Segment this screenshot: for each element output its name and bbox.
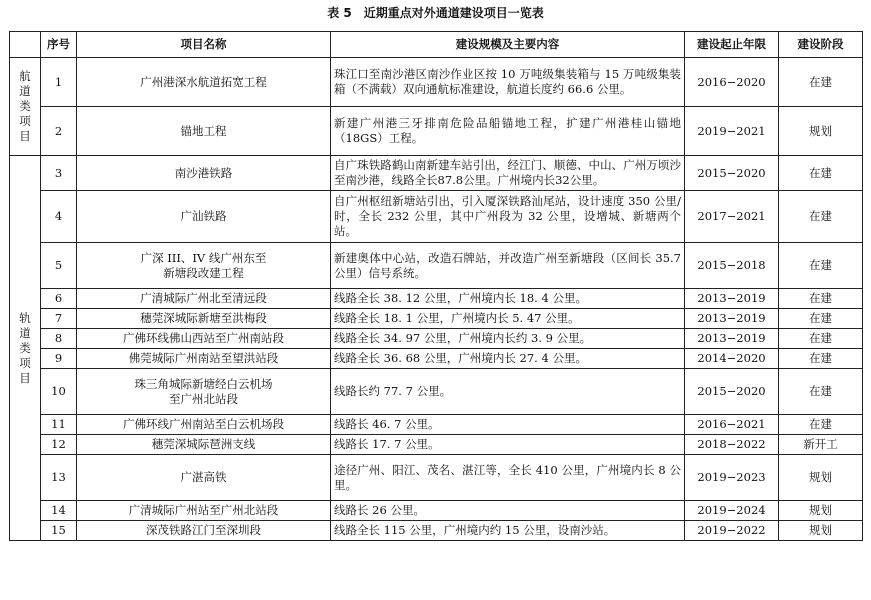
cell-stage: 在建	[779, 309, 863, 329]
cell-stage: 在建	[779, 243, 863, 289]
cell-stage: 在建	[779, 415, 863, 435]
category-char: 目	[19, 129, 31, 143]
cell-name: 广佛环线佛山西站至广州南站段	[77, 329, 331, 349]
table-row	[10, 521, 863, 541]
cell-name	[77, 243, 331, 289]
cell-years: 2018−2022	[685, 435, 779, 455]
cell-seq: 1	[41, 58, 77, 107]
cell-stage: 规划	[779, 455, 863, 501]
cell-years: 2015−2018	[685, 243, 779, 289]
cell-seq: 13	[41, 455, 77, 501]
cell-stage: 新开工	[779, 435, 863, 455]
table-row	[10, 107, 863, 156]
cell-content: 途径广州、阳江、茂名、湛江等，全长 410 公里，广州境内长 8 公里。	[331, 455, 685, 501]
cell-stage: 在建	[779, 156, 863, 191]
table-row	[10, 156, 863, 191]
cell-stage: 规划	[779, 521, 863, 541]
cell-stage: 在建	[779, 191, 863, 243]
cell-stage: 在建	[779, 58, 863, 107]
category-char: 目	[19, 370, 31, 385]
cell-stage: 规划	[779, 501, 863, 521]
cell-seq: 12	[41, 435, 77, 455]
cell-stage: 规划	[779, 107, 863, 156]
table-row	[10, 191, 863, 243]
cell-years: 2016−2020	[685, 58, 779, 107]
cell-content: 新建奥体中心站，改造石牌站，并改造广州至新塘段（区间长 35.7 公里）信号系统。	[331, 243, 685, 289]
cell-years: 2014−2020	[685, 349, 779, 369]
cell-name	[77, 369, 331, 415]
cell-seq: 10	[41, 369, 77, 415]
cell-years: 2015−2020	[685, 156, 779, 191]
table-row	[10, 243, 863, 289]
cell-seq: 5	[41, 243, 77, 289]
table-row	[10, 309, 863, 329]
cell-stage: 在建	[779, 369, 863, 415]
cell-content: 线路长约 77. 7 公里。	[331, 369, 685, 415]
header-seq: 序号	[41, 32, 77, 58]
table-caption: 表 5 近期重点对外通道建设项目一览表	[327, 6, 544, 20]
cell-content: 线路全长 115 公里，广州境内约 15 公里，设南沙站。	[331, 521, 685, 541]
table-row	[10, 58, 863, 107]
cell-name: 锚地工程	[77, 107, 331, 156]
cell-years: 2013−2019	[685, 329, 779, 349]
cell-name: 广清城际广州北至清远段	[77, 289, 331, 309]
cell-content: 自广珠铁路鹤山南新建车站引出，经江门、顺德、中山、广州万顷沙至南沙港，线路全长87.8公里。广州境内长32公里。	[331, 156, 685, 191]
cell-name: 佛莞城际广州南站至望洪站段	[77, 349, 331, 369]
cell-seq: 4	[41, 191, 77, 243]
cell-seq: 8	[41, 329, 77, 349]
cell-name: 深茂铁路江门至深圳段	[77, 521, 331, 541]
cell-name: 广汕铁路	[77, 191, 331, 243]
cell-name: 广州港深水航道拓宽工程	[77, 58, 331, 107]
category-char: 类	[19, 99, 31, 113]
table-row	[10, 435, 863, 455]
cell-years: 2015−2020	[685, 369, 779, 415]
cell-name-line: 新塘段改建工程	[163, 265, 244, 280]
header-years: 建设起止年限	[685, 32, 779, 58]
cell-stage: 在建	[779, 329, 863, 349]
cell-seq: 15	[41, 521, 77, 541]
cell-name: 穗莞深城际琶洲支线	[77, 435, 331, 455]
cell-content: 线路长 26 公里。	[331, 501, 685, 521]
category-waterway	[10, 58, 41, 156]
table-row	[10, 369, 863, 415]
cell-stage: 在建	[779, 349, 863, 369]
category-char: 项	[19, 114, 31, 128]
cell-content: 珠江口至南沙港区南沙作业区按 10 万吨级集装箱与 15 万吨级集装箱（不满载）双向通航标准建设，航道长度约 66.6 公里。	[331, 58, 685, 107]
table-row	[10, 289, 863, 309]
cell-name: 广湛高铁	[77, 455, 331, 501]
cell-content: 新建广州港三牙排南危险品船锚地工程，扩建广州港桂山锚地（18GS）工程。	[331, 107, 685, 156]
cell-years: 2019−2023	[685, 455, 779, 501]
cell-seq: 11	[41, 415, 77, 435]
cell-name: 穗莞深城际新塘至洪梅段	[77, 309, 331, 329]
cell-years: 2017−2021	[685, 191, 779, 243]
table-row	[10, 349, 863, 369]
cell-years: 2016−2021	[685, 415, 779, 435]
cell-stage: 在建	[779, 289, 863, 309]
table-row	[10, 501, 863, 521]
cell-years: 2019−2022	[685, 521, 779, 541]
cell-content: 线路长 46. 7 公里。	[331, 415, 685, 435]
cell-seq: 9	[41, 349, 77, 369]
cell-name-line: 广深 III、IV 线广州东至	[140, 250, 267, 265]
cell-content: 线路全长 38. 12 公里，广州境内长 18. 4 公里。	[331, 289, 685, 309]
cell-years: 2013−2019	[685, 309, 779, 329]
cell-years: 2013−2019	[685, 289, 779, 309]
cell-content: 线路全长 18. 1 公里，广州境内长 5. 47 公里。	[331, 309, 685, 329]
cell-seq: 6	[41, 289, 77, 309]
cell-name-line: 至广州北站段	[169, 391, 238, 406]
cell-years: 2019−2024	[685, 501, 779, 521]
cell-content: 线路长 17. 7 公里。	[331, 435, 685, 455]
cell-seq: 3	[41, 156, 77, 191]
category-char: 类	[19, 340, 31, 355]
cell-years: 2019−2021	[685, 107, 779, 156]
cell-content: 自广州枢纽新塘站引出，引入厦深铁路汕尾站，设计速度 350 公里/时，全长 232 公里，其中广州段为 32 公里，设增城、新塘两个站。	[331, 191, 685, 243]
category-char: 项	[19, 355, 31, 370]
category-char: 道	[19, 325, 31, 340]
table-row	[10, 329, 863, 349]
cell-name: 南沙港铁路	[77, 156, 331, 191]
category-char: 轨	[19, 310, 31, 325]
table-row	[10, 415, 863, 435]
header-stage: 建设阶段	[779, 32, 863, 58]
header-category	[10, 32, 41, 58]
cell-name: 广清城际广州站至广州北站段	[77, 501, 331, 521]
header-name: 项目名称	[77, 32, 331, 58]
table-row	[10, 455, 863, 501]
cell-name-line: 珠三角城际新塘经白云机场	[134, 376, 273, 391]
cell-seq: 2	[41, 107, 77, 156]
header-row	[10, 32, 863, 58]
projects-table	[9, 31, 863, 541]
cell-name: 广佛环线广州南站至白云机场段	[77, 415, 331, 435]
cell-seq: 14	[41, 501, 77, 521]
cell-content: 线路全长 36. 68 公里，广州境内长 27. 4 公里。	[331, 349, 685, 369]
cell-content: 线路全长 34. 97 公里，广州境内长约 3. 9 公里。	[331, 329, 685, 349]
category-rail	[10, 156, 41, 541]
category-char: 航	[19, 69, 31, 83]
category-char: 道	[19, 84, 31, 98]
cell-seq: 7	[41, 309, 77, 329]
header-content: 建设规模及主要内容	[331, 32, 685, 58]
